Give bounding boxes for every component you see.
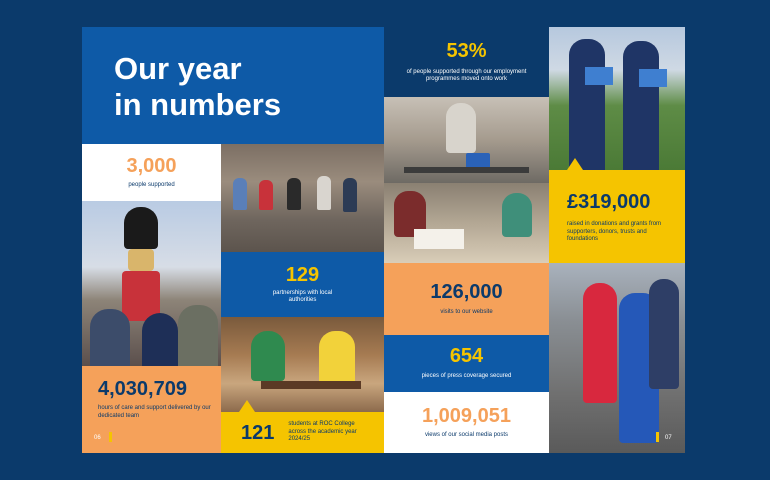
runner-figure [583,283,617,403]
paper [414,229,464,249]
two-people-outdoors-with-flyers-photo [549,27,685,170]
stat-people-supported [82,144,221,201]
flyer [639,69,667,87]
person-figure [623,41,659,170]
students-library-photo [221,317,384,412]
stat-label: of people supported through our employment programmes moved onto work [406,68,527,82]
page-marker [109,432,112,442]
stat-hours-of-care [82,366,221,453]
stat-donations [549,170,685,263]
person-figure [317,176,331,210]
bearskin-hat [124,207,158,249]
stat-value: 4,030,709 [98,378,187,400]
stat-label: raised in donations and grants from supporters, donors, trusts and foundations [567,221,662,242]
stat-label: visits to our website [440,308,493,315]
people-at-desk-photo [384,183,549,263]
stat-value: 129 [285,263,320,286]
desk [261,381,361,389]
stat-value: 1,009,051 [422,404,511,427]
stat-label: partnerships with local authorities [272,289,333,303]
stat-value: 53% [446,39,487,62]
stat-value: £319,000 [567,191,651,213]
person-figure [259,180,273,210]
person-figure [178,305,218,366]
title-line-2: in numbers [114,86,282,122]
person-figure [287,178,301,210]
stat-label: people supported [128,181,175,188]
stat-employment [384,27,549,97]
person-figure [343,178,357,212]
stat-partnerships [221,252,384,317]
stat-label: views of our social media posts [424,431,509,438]
page-number-left: 06 [94,435,101,441]
stat-social-views [384,392,549,453]
stat-label: pieces of press coverage secured [421,373,512,380]
statue-face [128,249,154,271]
flyer [585,67,613,85]
student-figure [251,331,285,381]
stat-value: 3,000 [126,154,177,177]
stat-press [384,335,549,392]
stat-value: 121 [241,421,275,444]
pointer-triangle [239,400,255,412]
stat-label: hours of care and support delivered by our dedicated team [98,405,211,419]
stat-label: students at ROC College across the academic year 2024/25 [288,421,357,443]
person-figure [446,103,476,153]
stat-website-visits [384,263,549,335]
table [404,167,529,173]
pointer-triangle [567,158,583,170]
person-figure [502,193,532,237]
marathon-runners-photo [549,263,685,453]
person-figure [233,178,247,210]
title-block [82,27,384,144]
stat-value: 654 [449,345,484,368]
stat-students [221,412,384,453]
page-title [114,51,281,122]
person-figure [90,309,130,366]
page-number-right: 07 [665,435,672,441]
guard-statue-group-photo [82,201,221,366]
group-sitting-on-steps-photo [221,144,384,252]
title-line-1: Our year [114,51,242,86]
person-figure [569,39,605,170]
annual-report-spread [82,27,685,453]
page-marker [656,432,659,442]
stat-value: 126,000 [430,280,503,303]
student-figure [319,331,355,385]
runner-figure [649,279,679,389]
workshop-activity-photo [384,97,549,183]
person-figure [142,313,178,366]
